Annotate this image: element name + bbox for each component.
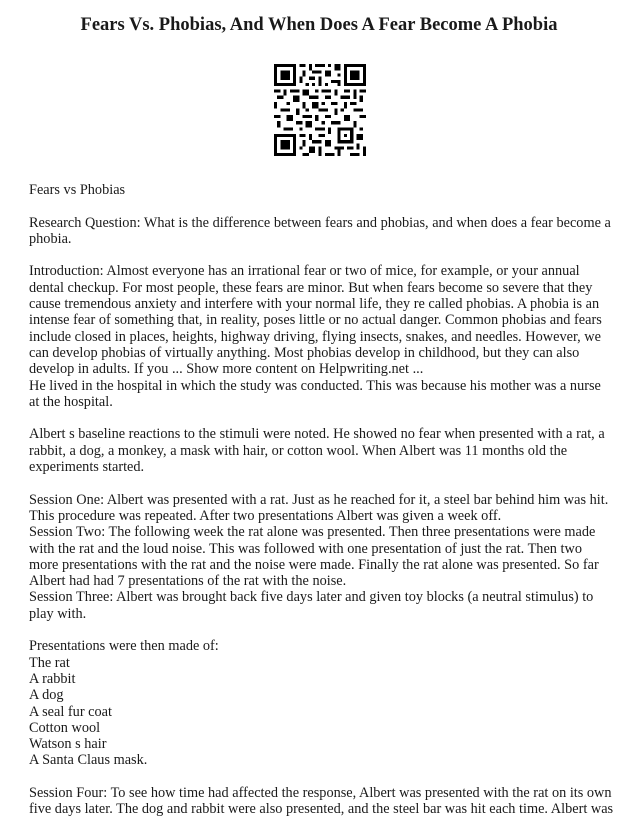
paragraph-hospital: He lived in the hospital in which the study was conducted. This was because his mother was a nurse at the hospital. (29, 377, 601, 410)
paragraph-session-one: Session One: Albert was presented with a rat. Just as he reached for it, a steel bar behind him was hit. This procedure was repeated. After two presentations Albert was given a week off. (29, 491, 609, 524)
document-body (29, 182, 614, 818)
paragraph-session-four: Session Four: To see how time had affected the response, Albert was presented with the rat on its own five days later. The dog and rabbit were also presented, and the steel bar was hit each time. Albert was (29, 784, 614, 818)
document-title: Fears Vs. Phobias, And When Does A Fear Become A Phobia (80, 15, 558, 35)
list-item: Watson s hair (29, 736, 107, 753)
paragraph-baseline: Albert s baseline reactions to the stimuli were noted. He showed no fear when presented with a rat, a rabbit, a dog, a monkey, a mask with hair, or cotton wool. When Albert was 11 months old the experiments started. (29, 426, 605, 476)
paragraph-presentations: Presentations were then made of: (29, 638, 219, 655)
paragraph-session-three: Session Three: Albert was brought back five days later and given toy blocks (a neutral stimulus) to play with. (29, 589, 594, 622)
paragraph-research-question: Research Question: What is the difference between fears and phobias, and when does a fear become a phobia. (29, 214, 611, 247)
list-item: A dog (29, 687, 64, 704)
paragraph-heading: Fears vs Phobias (29, 182, 126, 198)
list-item: A Santa Claus mask. (29, 752, 148, 769)
list-item: The rat (29, 654, 70, 671)
presentations-list (29, 655, 614, 769)
list-item: A rabbit (29, 670, 76, 687)
paragraph-introduction: Introduction: Almost everyone has an irrational fear or two of mice, for example, or your annual dental checkup. For most people, these fears are minor. But when fears become so severe that they cause tremendous anxiety and interfere with your normal life, they re called phobias. A phobia is an intense fear of something that, in reality, poses little or no actual danger. Common phobias and fears include closed in places, heights, highway driving, flying insects, snakes, and needles. However, we can develop phobias of virtually anything. Most phobias develop in childhood, but they can also develop in adults. If you ... Show more content on Helpwriting.net ... (29, 263, 602, 378)
list-item: A seal fur coat (29, 703, 112, 720)
list-item: Cotton wool (29, 719, 101, 736)
qr-code-icon (274, 64, 366, 156)
paragraph-session-two: Session Two: The following week the rat alone was presented. Then three presentations were made with the rat and the loud noise. This was followed with one presentation of just the rat. Then two more presentations with the rat and the noise were made. Finally the rat alone was presented. So far Albert had had 7 presentations of the rat with the noise. (29, 524, 599, 590)
